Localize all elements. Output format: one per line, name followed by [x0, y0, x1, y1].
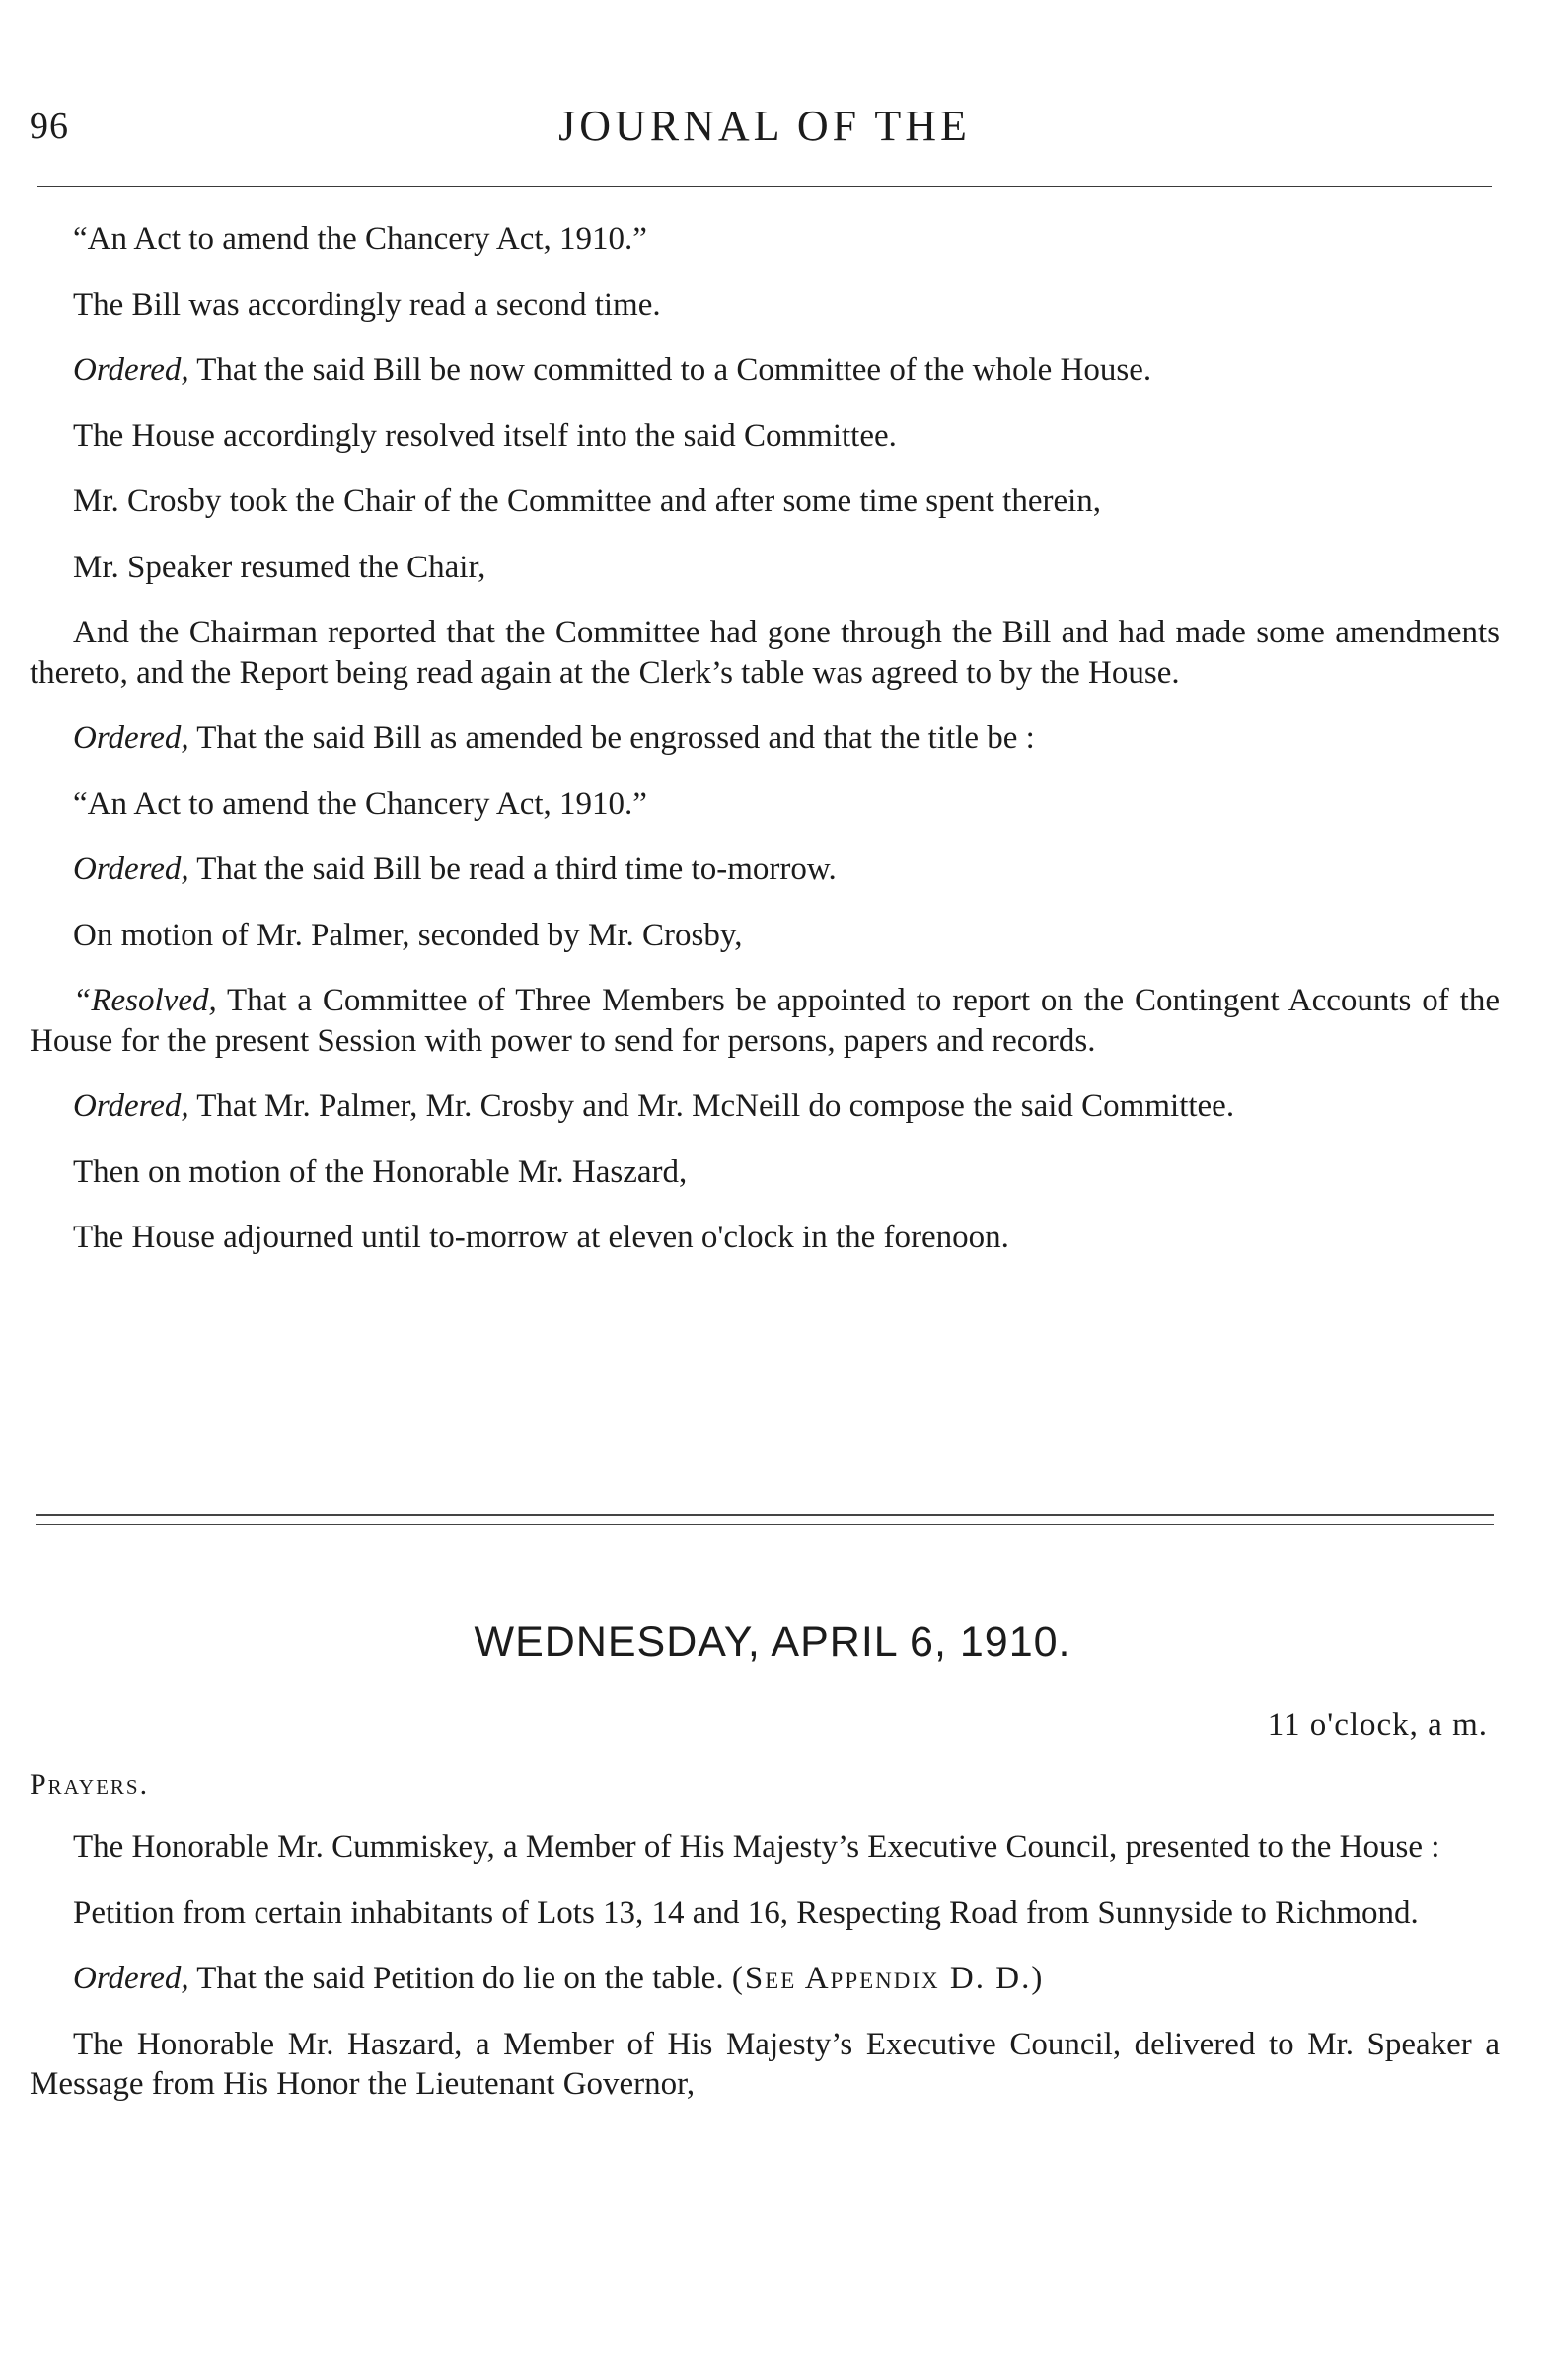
proceedings-section-1: [30, 219, 1500, 1284]
act-title-paragraph: “An Act to amend the Chancery Act, 1910.”: [73, 221, 647, 257]
section-divider: [36, 1514, 1494, 1525]
resolved-label: “Resolved,: [73, 983, 217, 1018]
adjournment-paragraph: The House adjourned until to-morrow at eleven o'clock in the forenoon.: [73, 1220, 1009, 1255]
ordered-label: Ordered,: [73, 852, 189, 887]
ordered-label: Ordered,: [73, 1088, 189, 1124]
petition-order-paragraph: [30, 1959, 1500, 1999]
ordered-label: Ordered,: [73, 720, 189, 756]
chairman-report-paragraph: And the Chairman reported that the Committee had gone through the Bill and had made some amendments thereto, and the Report being read again at the Clerk’s table was agreed to by the House.: [30, 615, 1500, 691]
cummiskey-paragraph: The Honorable Mr. Cummiskey, a Member of His Majesty’s Executive Council, presented to the House :: [73, 1829, 1440, 1865]
petition-paragraph: Petition from certain inhabitants of Lots 13, 14 and 16, Respecting Road from Sunnyside to Richmond.: [73, 1895, 1419, 1931]
engrossed-order-paragraph: [30, 718, 1500, 759]
engrossed-order-text: That the said Bill as amended be engrossed and that the title be :: [188, 720, 1035, 756]
adjournment-motion-paragraph: Then on motion of the Honorable Mr. Haszard,: [73, 1153, 688, 1190]
chair-taken-paragraph: Mr. Crosby took the Chair of the Committee and after some time spent therein,: [73, 483, 1102, 519]
resolution-text: That a Committee of Three Members be appointed to report on the Contingent Accounts of the House for the present Session with power to send for persons, papers and records.: [30, 983, 1500, 1059]
proceedings-section-2: [30, 1827, 1500, 2130]
third-reading-order-text: That the said Bill be read a third time to-morrow.: [188, 852, 837, 887]
motion-paragraph: On motion of Mr. Palmer, seconded by Mr. Crosby,: [73, 917, 743, 953]
third-reading-order-paragraph: [30, 850, 1500, 890]
ordered-label: Ordered,: [73, 352, 189, 388]
page-number: 96: [30, 106, 69, 147]
committee-resolved-paragraph: The House accordingly resolved itself into the said Committee.: [73, 417, 897, 454]
speaker-resumed-paragraph: Mr. Speaker resumed the Chair,: [73, 549, 486, 585]
ordered-label: Ordered,: [73, 1961, 189, 1996]
committee-composition-text: That Mr. Palmer, Mr. Crosby and Mr. McNeill do compose the said Committee.: [188, 1088, 1235, 1124]
committal-order-paragraph: [30, 350, 1500, 391]
act-title-repeat-paragraph: “An Act to amend the Chancery Act, 1910.”: [73, 785, 647, 822]
day-heading: WEDNESDAY, APRIL 6, 1910.: [474, 1618, 1071, 1666]
petition-order-text: That the said Petition do lie on the table.: [188, 1961, 732, 1996]
prayers-label: Prayers.: [30, 1768, 150, 1801]
header-rule: [37, 186, 1492, 187]
appendix-reference: (See Appendix D. D.): [731, 1961, 1045, 1996]
journal-title: JOURNAL OF THE: [558, 102, 971, 150]
committee-composition-paragraph: [30, 1086, 1500, 1127]
running-head: [30, 99, 1500, 158]
haszard-message-paragraph: The Honorable Mr. Haszard, a Member of His Majesty’s Executive Council, delivered to Mr. Speaker a Message from His Honor the Lieutenant Governor,: [30, 2026, 1500, 2102]
resolution-paragraph: [30, 981, 1500, 1061]
sitting-time: 11 o'clock, a m.: [1267, 1707, 1488, 1743]
second-reading-paragraph: The Bill was accordingly read a second time.: [73, 286, 661, 323]
committal-order-text: That the said Bill be now committed to a Committee of the whole House.: [188, 352, 1152, 388]
